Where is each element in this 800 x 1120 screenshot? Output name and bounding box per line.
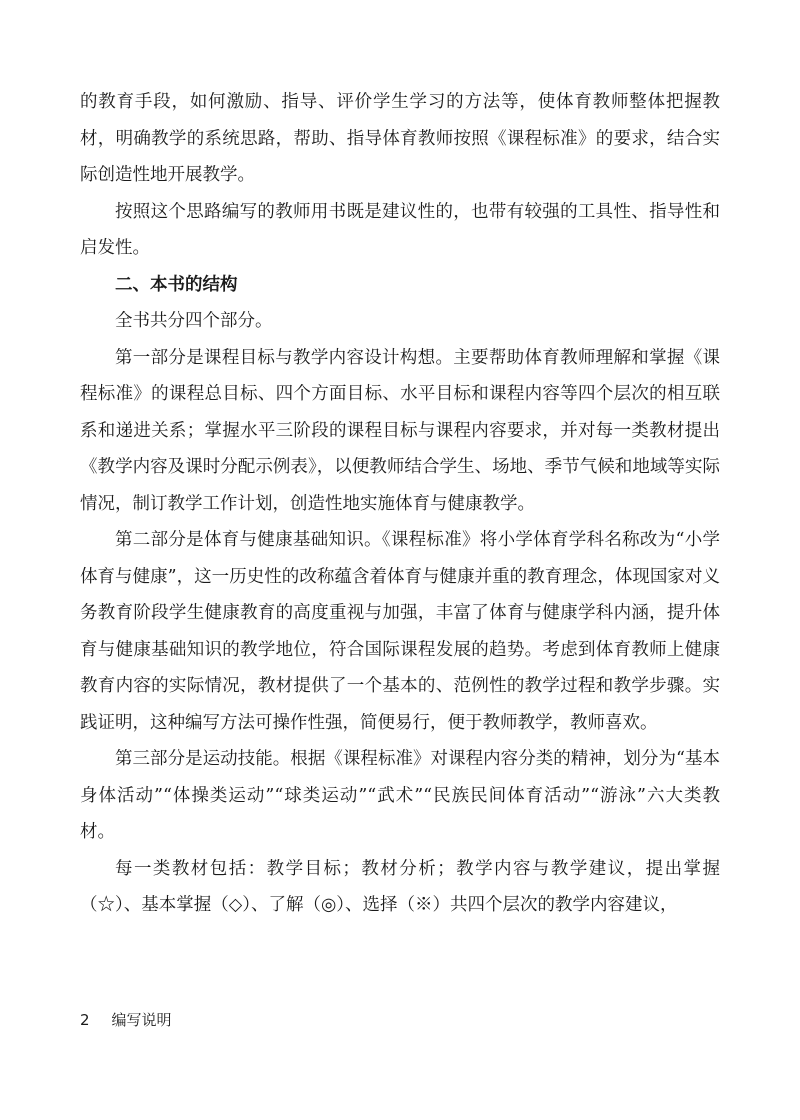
paragraph-materials: 每一类教材包括：教学目标；教材分析；教学内容与教学建议，提出掌握（☆）、基本掌握（◇）、了解（◎）、选择（※）共四个层次的教学内容建议，	[80, 858, 720, 915]
footer-section-name: 编写说明	[111, 1011, 172, 1029]
paragraph-continuation: 的教育手段，如何激励、指导、评价学生学习的方法等，使体育教师整体把握教材，明确教学的系统思路，帮助、指导体育教师按照《课程标准》的要求，结合实际创造性地开展教学。	[80, 92, 720, 185]
page-number: 2	[80, 1011, 90, 1029]
page-footer	[80, 1010, 172, 1030]
paragraph-part-one: 第一部分是课程目标与教学内容设计构想。主要帮助体育教师理解和掌握《课程标准》的课程总目标、四个方面目标、水平目标和课程内容等四个层次的相互联系和递进关系；掌握水平三阶段的课程目标与课程内容要求，并对每一类教材提出《教学内容及课时分配示例表》，以便教师结合学生、场地、季节气候和地域等实际情况，制订教学工作计划，创造性地实施体育与健康教学。	[80, 347, 720, 514]
paragraph-overview: 全书共分四个部分。	[115, 311, 273, 331]
paragraph-part-three: 第三部分是运动技能。根据《课程标准》对课程内容分类的精神，划分为“基本身体活动”“体操类运动”“球类运动”“武术”“民族民间体育活动”“游泳”六大类教材。	[80, 749, 720, 842]
paragraph-summary: 按照这个思路编写的教师用书既是建议性的，也带有较强的工具性、指导性和启发性。	[80, 201, 720, 258]
page-body	[80, 84, 720, 924]
paragraph-part-two: 第二部分是体育与健康基础知识。《课程标准》将小学体育学科名称改为“小学体育与健康”，这一历史性的改称蕴含着体育与健康并重的教育理念，体现国家对义务教育阶段学生健康教育的高度重视与加强，丰富了体育与健康学科内涵，提升体育与健康基础知识的教学地位，符合国际课程发展的趋势。考虑到体育教师上健康教育内容的实际情况，教材提供了一个基本的、范例性的教学过程和教学步骤。实践证明，这种编写方法可操作性强，简便易行，便于教师教学，教师喜欢。	[80, 530, 720, 733]
section-heading: 二、本书的结构	[115, 274, 238, 295]
